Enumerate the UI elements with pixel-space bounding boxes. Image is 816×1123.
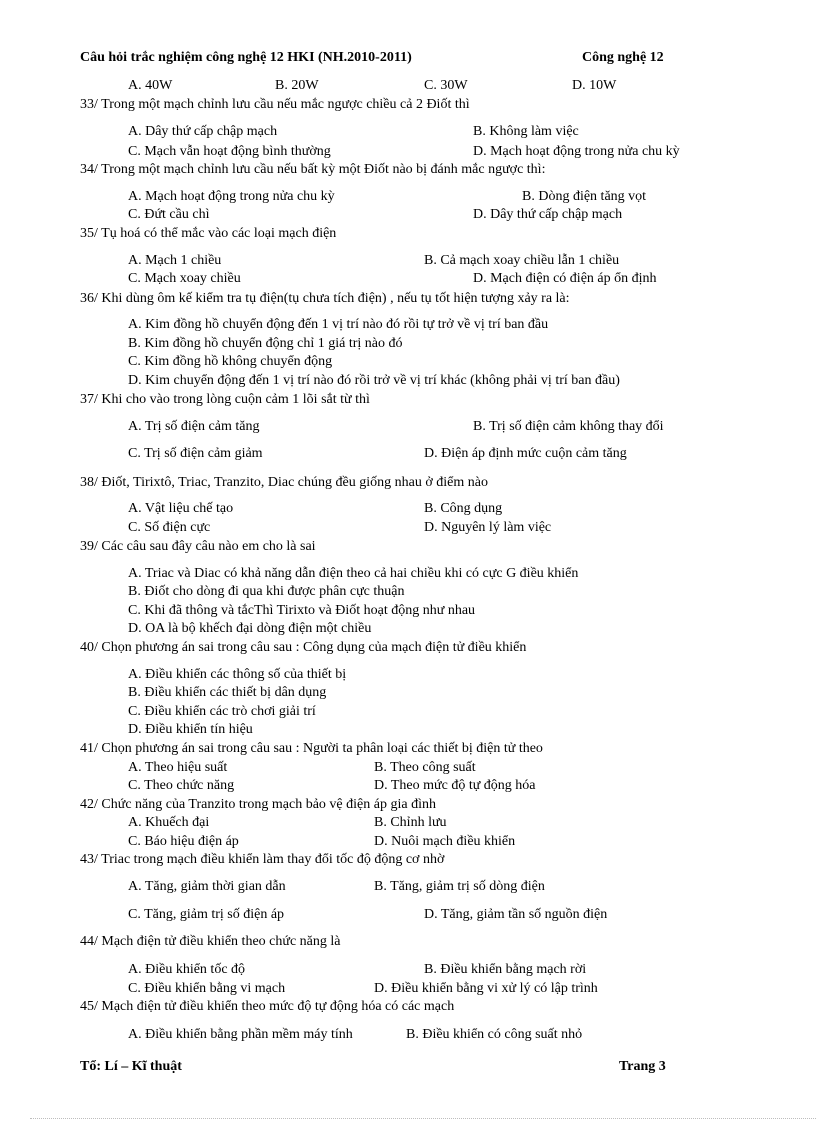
q38-option-a: A. Vật liệu chế tạo bbox=[128, 501, 234, 516]
q41-option-b: B. Theo công suất bbox=[374, 760, 476, 775]
q34-option-b: B. Dòng điện tăng vọt bbox=[522, 189, 647, 204]
document-title: Câu hỏi trắc nghiệm công nghệ 12 HKI (NH.2010-2011) bbox=[80, 50, 412, 65]
question-35-stem: 35/ Tụ hoá có thể mắc vào các loại mạch điện bbox=[80, 226, 337, 241]
q38-option-b: B. Công dụng bbox=[424, 501, 503, 516]
q42-option-c: C. Báo hiệu điện áp bbox=[128, 834, 239, 849]
q45-option-a: A. Điều khiển bằng phần mềm máy tính bbox=[128, 1027, 353, 1042]
prev-option-c: C. 30W bbox=[424, 78, 468, 93]
q42-option-a: A. Khuếch đại bbox=[128, 815, 210, 830]
page-number: Trang 3 bbox=[619, 1059, 666, 1074]
q44-option-d: D. Điều khiển bằng vi xử lý có lập trình bbox=[374, 981, 598, 996]
q38-option-c: C. Số điện cực bbox=[128, 520, 211, 535]
q34-option-c: C. Đứt cầu chì bbox=[128, 207, 210, 222]
q44-option-c: C. Điều khiển bằng vi mạch bbox=[128, 981, 286, 996]
q37-option-b: B. Trị số điện cảm không thay đổi bbox=[473, 419, 664, 434]
q37-option-a: A. Trị số điện cảm tăng bbox=[128, 419, 260, 434]
q33-option-a: A. Dây thứ cấp chập mạch bbox=[128, 124, 278, 139]
q33-option-d: D. Mạch hoạt động trong nửa chu kỳ bbox=[473, 144, 680, 159]
q40-option-c: C. Điều khiển các trò chơi giải trí bbox=[128, 704, 316, 719]
q33-option-c: C. Mạch vẫn hoạt động bình thường bbox=[128, 144, 331, 159]
q37-option-c: C. Trị số điện cảm giảm bbox=[128, 446, 263, 461]
q36-option-d: D. Kim chuyển động đến 1 vị trí nào đó rồi trở về vị trí khác (không phải vị trí ban đầu) bbox=[128, 373, 620, 388]
prev-option-a: A. 40W bbox=[128, 78, 173, 93]
q36-option-b: B. Kim đồng hồ chuyển động chỉ 1 giá trị nào đó bbox=[128, 336, 403, 351]
q40-option-d: D. Điều khiển tín hiệu bbox=[128, 722, 253, 737]
question-40-stem: 40/ Chọn phương án sai trong câu sau : Công dụng của mạch điện tử điều khiển bbox=[80, 640, 527, 655]
q36-option-c: C. Kim đồng hồ không chuyển động bbox=[128, 354, 333, 369]
bottom-divider bbox=[30, 1118, 816, 1119]
question-42-stem: 42/ Chức năng của Tranzito trong mạch bảo vệ điện áp gia đình bbox=[80, 797, 436, 812]
q38-option-d: D. Nguyên lý làm việc bbox=[424, 520, 552, 535]
subject-label: Công nghệ 12 bbox=[582, 50, 664, 65]
q39-option-b: B. Điốt cho dòng đi qua khi được phân cực thuận bbox=[128, 584, 405, 599]
q33-option-b: B. Không làm việc bbox=[473, 124, 579, 139]
q35-option-c: C. Mạch xoay chiều bbox=[128, 271, 241, 286]
q40-option-b: B. Điều khiển các thiết bị dân dụng bbox=[128, 685, 327, 700]
q43-option-a: A. Tăng, giảm thời gian dẫn bbox=[128, 879, 286, 894]
q41-option-d: D. Theo mức độ tự động hóa bbox=[374, 778, 536, 793]
prev-option-d: D. 10W bbox=[572, 78, 617, 93]
q43-option-d: D. Tăng, giảm tần số nguồn điện bbox=[424, 907, 608, 922]
q40-option-a: A. Điều khiển các thông số của thiết bị bbox=[128, 667, 347, 682]
q34-option-a: A. Mạch hoạt động trong nửa chu kỳ bbox=[128, 189, 335, 204]
q35-option-b: B. Cả mạch xoay chiều lẫn 1 chiều bbox=[424, 253, 620, 268]
question-44-stem: 44/ Mạch điện tử điều khiển theo chức năng là bbox=[80, 934, 341, 949]
q39-option-d: D. OA là bộ khếch đại dòng điện một chiều bbox=[128, 621, 372, 636]
q44-option-a: A. Điều khiển tốc độ bbox=[128, 962, 246, 977]
q41-option-a: A. Theo hiệu suất bbox=[128, 760, 228, 775]
q42-option-d: D. Nuôi mạch điều khiển bbox=[374, 834, 516, 849]
q39-option-a: A. Triac và Diac có khả năng dẫn điện theo cả hai chiều khi có cực G điều khiển bbox=[128, 566, 579, 581]
question-43-stem: 43/ Triac trong mạch điều khiển làm thay đổi tốc độ động cơ nhờ bbox=[80, 852, 445, 867]
question-39-stem: 39/ Các câu sau đây câu nào em cho là sai bbox=[80, 539, 316, 554]
prev-option-b: B. 20W bbox=[275, 78, 319, 93]
question-41-stem: 41/ Chọn phương án sai trong câu sau : Người ta phân loại các thiết bị điện tử theo bbox=[80, 741, 543, 756]
question-38-stem: 38/ Điốt, Tirixtô, Triac, Tranzito, Diac chúng đều giống nhau ở điểm nào bbox=[80, 475, 488, 490]
q42-option-b: B. Chỉnh lưu bbox=[374, 815, 447, 830]
q45-option-b: B. Điều khiển có công suất nhỏ bbox=[406, 1027, 583, 1042]
footer-department: Tổ: Lí – Kĩ thuật bbox=[80, 1059, 182, 1074]
q43-option-c: C. Tăng, giảm trị số điện áp bbox=[128, 907, 285, 922]
question-34-stem: 34/ Trong một mạch chỉnh lưu cầu nếu bất kỳ một Điốt nào bị đánh mắc ngược thì: bbox=[80, 162, 546, 177]
q43-option-b: B. Tăng, giảm trị số dòng điện bbox=[374, 879, 545, 894]
question-36-stem: 36/ Khi dùng ôm kế kiểm tra tụ điện(tụ chưa tích điện) , nếu tụ tốt hiện tượng xảy ra là: bbox=[80, 291, 570, 306]
q44-option-b: B. Điều khiển bằng mạch rời bbox=[424, 962, 587, 977]
question-45-stem: 45/ Mạch điện tử điều khiển theo mức độ tự động hóa có các mạch bbox=[80, 999, 455, 1014]
q41-option-c: C. Theo chức năng bbox=[128, 778, 235, 793]
q35-option-d: D. Mạch điện có điện áp ổn định bbox=[473, 271, 657, 286]
q37-option-d: D. Điện áp định mức cuộn cảm tăng bbox=[424, 446, 627, 461]
q36-option-a: A. Kim đồng hồ chuyển động đến 1 vị trí nào đó rồi tự trở về vị trí ban đầu bbox=[128, 317, 549, 332]
q35-option-a: A. Mạch 1 chiều bbox=[128, 253, 222, 268]
question-37-stem: 37/ Khi cho vào trong lòng cuộn cảm 1 lõi sắt từ thì bbox=[80, 392, 370, 407]
question-33-stem: 33/ Trong một mạch chỉnh lưu cầu nếu mắc ngược chiều cả 2 Điốt thì bbox=[80, 97, 470, 112]
q39-option-c: C. Khi đã thông và tắcThì Tirixto và Điốt hoạt động như nhau bbox=[128, 603, 476, 618]
q34-option-d: D. Dây thứ cấp chập mạch bbox=[473, 207, 623, 222]
